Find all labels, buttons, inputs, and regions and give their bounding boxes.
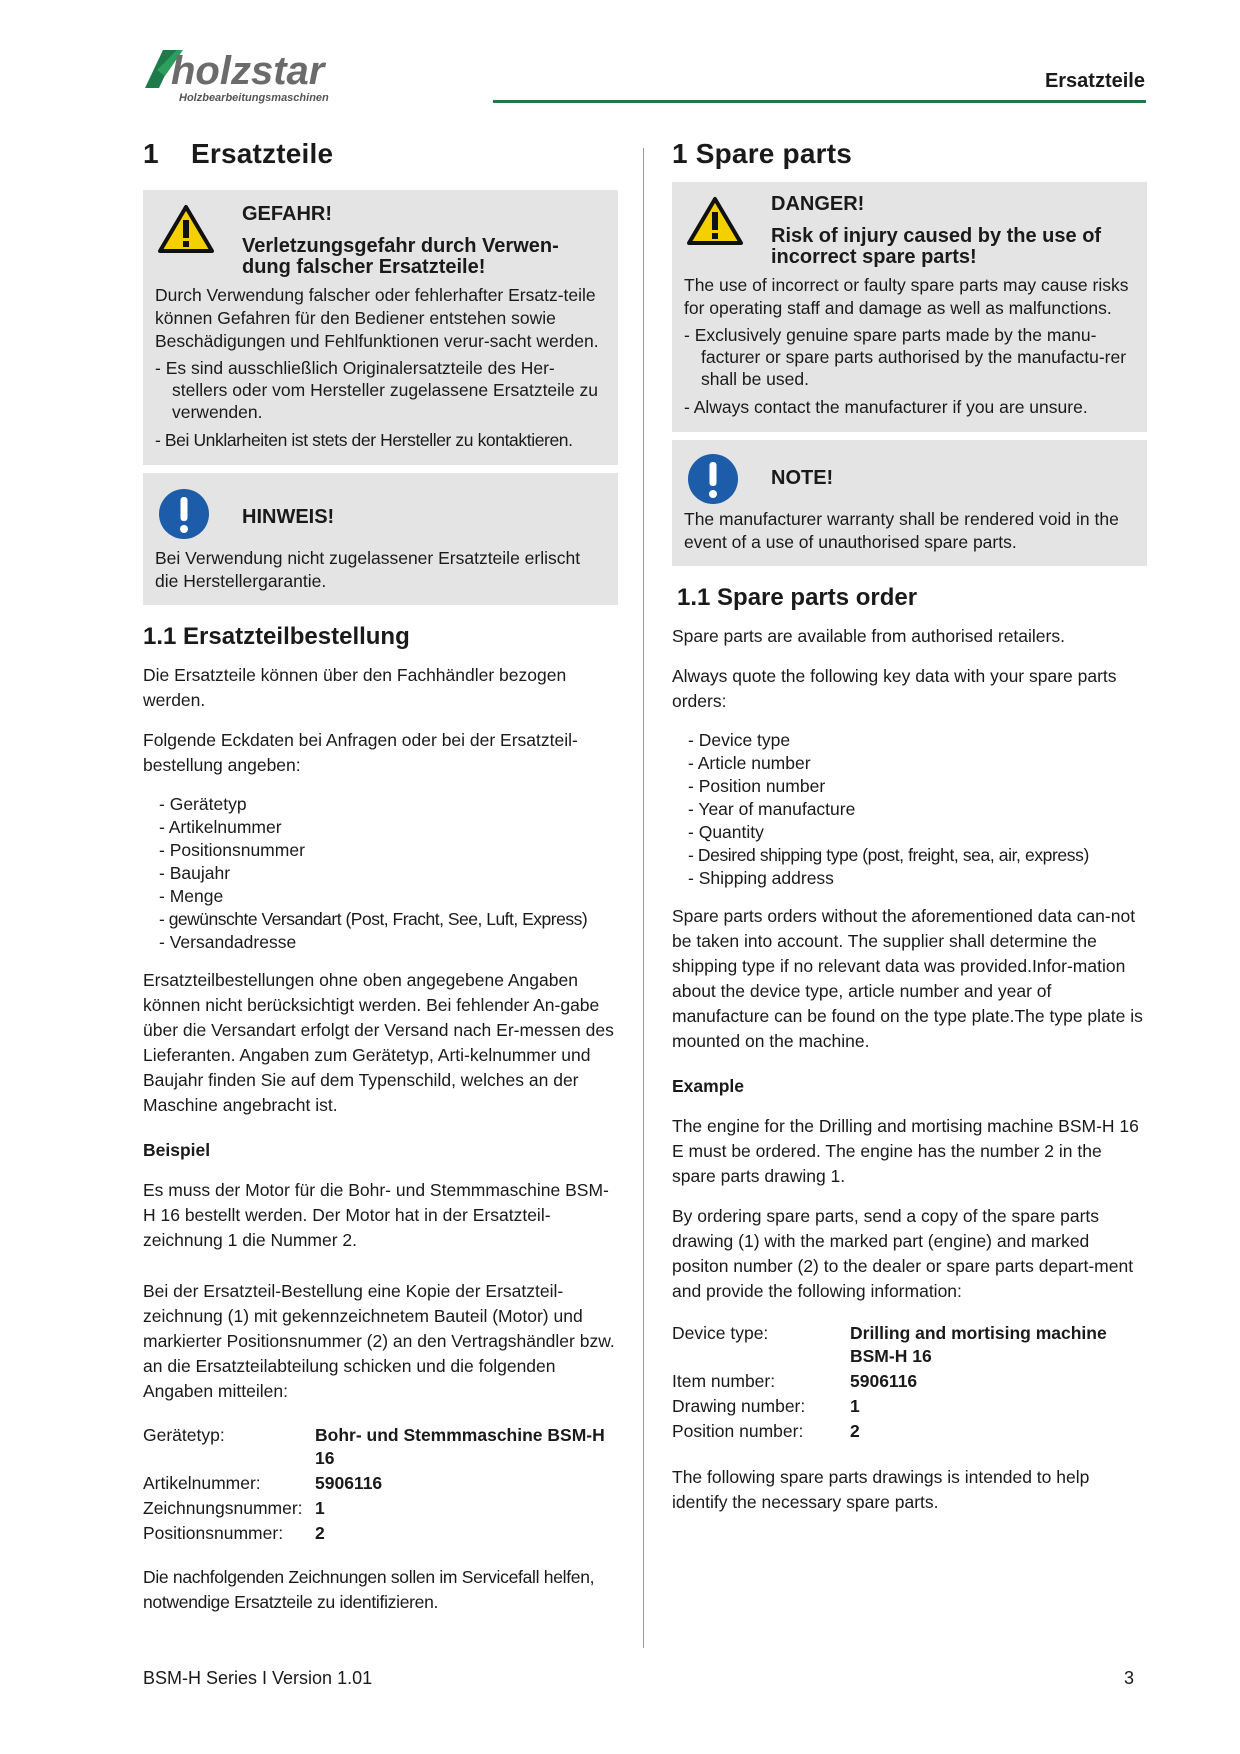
detail-row <box>672 1395 1147 1418</box>
heading-number: 1 <box>143 138 159 169</box>
brand-wordmark: holzstar <box>171 49 325 93</box>
order-details-en <box>672 1322 1147 1443</box>
paragraph: Folgende Eckdaten bei Anfragen oder bei der Ersatzteil-bestellung angeben: <box>143 730 578 775</box>
detail-key: Zeichnungsnummer: <box>143 1498 303 1518</box>
detail-value: 2 <box>850 1421 860 1441</box>
paragraph: Ersatzteilbestellungen ohne oben angegebene Angaben können nicht berücksichtigt werden. Bei fehlender An-gabe über die Versandart erfolgt der Versand nach Er-messen des Lieferanten. Angaben zum Gerätetyp, Arti-kelnummer und Baujahr finden Sie auf dem Typenschild, welches an der Maschine angebracht ist. <box>143 970 614 1115</box>
list-item: - Shipping address <box>688 867 1147 890</box>
list-item: - Es sind ausschließlich Originalersatzteile des Her-stellers oder vom Hersteller zugelassene Ersatzteile zu verwenden. <box>155 357 606 423</box>
paragraph: By ordering spare parts, send a copy of the spare parts drawing (1) with the marked part (engine) and marked positon number (2) to the dealer or spare parts depart-ment and provide the following information: <box>672 1206 1134 1301</box>
danger-box-en <box>672 182 1147 432</box>
list-item: - Positionsnummer <box>159 839 618 862</box>
header-rule <box>493 100 1146 103</box>
list-item: - Device type <box>688 729 1147 752</box>
list-item: - Exclusively genuine spare parts made by the manu-facturer or spare parts authorised by the manufactu-rer shall be used. <box>684 324 1135 390</box>
paragraph: Die Ersatzteile können über den Fachhändler bezogen werden. <box>143 665 567 710</box>
header-section-title: Ersatzteile <box>1044 70 1145 92</box>
detail-value: Bohr- und Stemmmaschine BSM-H 16 <box>315 1425 605 1468</box>
paragraph: Spare parts orders without the aforementioned data can-not be taken into account. The supplier shall determine the shipping type if no relevant data was provided.Infor-mation about the device type, article number and year of manufacture can be found on the type plate.The type plate is mounted on the machine. <box>672 906 1143 1051</box>
detail-row <box>672 1322 1147 1368</box>
list-item: - Baujahr <box>159 862 618 885</box>
danger-subtitle: Verletzungsgefahr durch Verwen-dung falscher Ersatzteile! <box>242 235 559 278</box>
subheading-de: 1.1 Ersatzteilbestellung <box>143 623 410 650</box>
list-item: - Desired shipping type (post, freight, sea, air, express) <box>688 844 1147 867</box>
key-data-list <box>159 793 618 954</box>
detail-row <box>143 1424 618 1470</box>
list-item: - gewünschte Versandart (Post, Fracht, See, Luft, Express) <box>159 908 618 931</box>
list-item: - Bei Unklarheiten ist stets der Hersteller zu kontaktieren. <box>155 429 606 451</box>
column-german <box>143 138 618 1630</box>
list-item: - Position number <box>688 775 1147 798</box>
paragraph: Bei der Ersatzteil-Bestellung eine Kopie der Ersatzteil-zeichnung (1) mit gekennzeichnetem Bauteil (Motor) und markierter Positionsnummer (2) an den Vertragshändler bzw. an die Ersatzteilabteilung schicken und die folgenden Angaben mitteilen: <box>143 1281 615 1401</box>
paragraph: The following spare parts drawings is intended to help identify the necessary spare parts. <box>672 1467 1090 1512</box>
danger-box-de <box>143 190 618 465</box>
heading-text: Ersatzteile <box>191 138 334 169</box>
note-title: NOTE! <box>771 467 834 489</box>
detail-value: 5906116 <box>315 1473 383 1493</box>
detail-key: Device type: <box>672 1323 769 1343</box>
list-item: - Always contact the manufacturer if you are unsure. <box>684 396 1135 418</box>
paragraph: The engine for the Drilling and mortising machine BSM-H 16 E must be ordered. The engine has the number 2 in the spare parts drawing 1. <box>672 1116 1139 1186</box>
order-details-de <box>143 1424 618 1545</box>
exclamation-circle-icon <box>157 487 211 546</box>
page-title-de <box>143 138 618 170</box>
note-text: The manufacturer warranty shall be rendered void in the event of a use of unauthorised spare parts. <box>684 509 1119 552</box>
danger-title: GEFAHR! <box>242 203 332 225</box>
danger-title: DANGER! <box>771 193 865 215</box>
key-data-list <box>688 729 1147 890</box>
paragraph: Always quote the following key data with your spare parts orders: <box>672 666 1117 711</box>
detail-row <box>143 1522 618 1545</box>
detail-key: Artikelnummer: <box>143 1473 261 1493</box>
detail-value: 5906116 <box>850 1371 918 1391</box>
warning-triangle-icon <box>157 204 215 259</box>
detail-value: 1 <box>850 1396 860 1416</box>
page-title-en: 1 Spare parts <box>672 138 853 169</box>
example-heading: Example <box>672 1076 744 1096</box>
footer-page-number: 3 <box>1123 1668 1134 1688</box>
detail-key: Drawing number: <box>672 1396 806 1416</box>
detail-value: Drilling and mortising machine BSM-H 16 <box>850 1323 1107 1366</box>
note-box-en <box>672 440 1147 566</box>
detail-row <box>143 1497 618 1520</box>
danger-list <box>155 357 606 451</box>
danger-text: The use of incorrect or faulty spare parts may cause risks for operating staff and damage as well as malfunctions. <box>684 275 1129 318</box>
detail-row <box>672 1420 1147 1443</box>
paragraph: Spare parts are available from authorised retailers. <box>672 626 1065 646</box>
detail-key: Item number: <box>672 1371 776 1391</box>
list-item: - Menge <box>159 885 618 908</box>
detail-key: Gerätetyp: <box>143 1425 225 1445</box>
list-item: - Year of manufacture <box>688 798 1147 821</box>
danger-text: Durch Verwendung falscher oder fehlerhafter Ersatz-teile können Gefahren für den Bediener entstehen sowie Beschädigungen und Fehlfunktionen verur-sacht werden. <box>155 285 599 351</box>
detail-value: 2 <box>315 1523 325 1543</box>
note-title: HINWEIS! <box>242 506 335 528</box>
column-english <box>672 138 1147 1530</box>
list-item: - Quantity <box>688 821 1147 844</box>
footer-document-version: BSM-H Series I Version 1.01 <box>143 1668 373 1688</box>
list-item: - Gerätetyp <box>159 793 618 816</box>
list-item: - Article number <box>688 752 1147 775</box>
detail-value: 1 <box>315 1498 325 1518</box>
note-text: Bei Verwendung nicht zugelassener Ersatzteile erlischt die Herstellergarantie. <box>155 548 581 591</box>
list-item: - Artikelnummer <box>159 816 618 839</box>
subheading-en: 1.1 Spare parts order <box>677 584 918 611</box>
example-heading: Beispiel <box>143 1140 211 1160</box>
danger-subtitle: Risk of injury caused by the use of incorrect spare parts! <box>771 225 1102 268</box>
exclamation-circle-icon <box>686 452 740 511</box>
detail-row <box>672 1370 1147 1393</box>
brand-tagline: Holzbearbeitungsmaschinen <box>179 92 329 104</box>
paragraph: Die nachfolgenden Zeichnungen sollen im Servicefall helfen, notwendige Ersatzteile zu identifizieren. <box>143 1567 595 1612</box>
paragraph: Es muss der Motor für die Bohr- und Stemmmaschine BSM-H 16 bestellt werden. Der Motor hat in der Ersatzteil-zeichnung 1 die Nummer 2. <box>143 1180 609 1250</box>
list-item: - Versandadresse <box>159 931 618 954</box>
note-box-de <box>143 473 618 605</box>
detail-key: Positionsnummer: <box>143 1523 284 1543</box>
danger-list <box>684 324 1135 418</box>
warning-triangle-icon <box>686 196 744 251</box>
column-divider <box>643 148 644 1648</box>
holzstar-logo-mark <box>143 46 415 106</box>
detail-key: Position number: <box>672 1421 804 1441</box>
holzstar-logo <box>143 46 415 106</box>
detail-row <box>143 1472 618 1495</box>
